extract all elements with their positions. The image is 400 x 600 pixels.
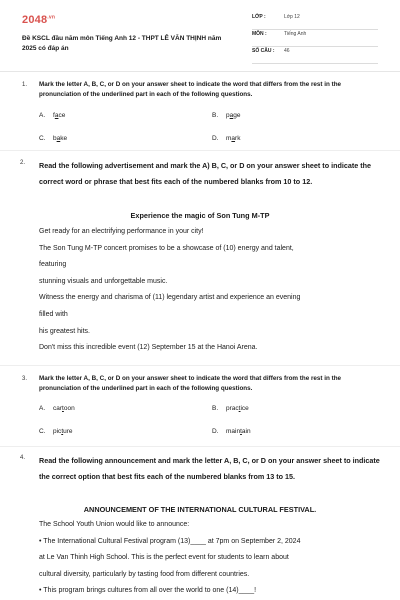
text-line: Witness the energy and charisma of (11) legendary artist and experience an evening bbox=[39, 294, 301, 302]
text-line: The Son Tung M-TP concert promises to be a showcase of (10) energy and talent, bbox=[39, 244, 294, 252]
logo-text: 2048 bbox=[22, 14, 48, 26]
text-line: cultural diversity, particularly by tasting food from different countries. bbox=[39, 570, 250, 578]
announcement-heading: ANNOUNCEMENT OF THE INTERNATIONAL CULTURAL FESTIVAL. bbox=[83, 505, 317, 514]
class-value: Lớp 12 bbox=[284, 14, 300, 20]
count-value: 46 bbox=[284, 48, 290, 54]
advertisement-heading: Experience the magic of Son Tung M-TP bbox=[130, 211, 270, 220]
option-b[interactable]: B. practice bbox=[212, 405, 249, 412]
class-row bbox=[252, 14, 378, 30]
text-line: filled with bbox=[39, 310, 68, 318]
subject-label: MÔN : bbox=[252, 31, 267, 37]
text-line: his greatest hits. bbox=[39, 327, 90, 335]
text-line: The School Youth Union would like to announce: bbox=[39, 521, 190, 528]
question-instruction: Read the following announcement and mark the letter A, B, C, or D on your answer sheet to indicate the correct option that best fits each of the numbered blanks from 13 to 15. bbox=[39, 456, 380, 481]
underlined-part: t bbox=[240, 428, 242, 435]
text-line: at Le Van Thinh High School. This is the perfect event for students to learn about bbox=[39, 554, 289, 562]
text-line: • The International Cultural Festival program (13)____ at 7pm on September 2, 2024 bbox=[39, 537, 301, 545]
question-number: 4. bbox=[20, 455, 26, 461]
header-divider bbox=[0, 71, 400, 72]
underlined-part: t bbox=[61, 428, 64, 435]
logo-suffix: .vn bbox=[47, 14, 56, 21]
option-c[interactable]: C. picture bbox=[39, 428, 73, 435]
underlined-part: t bbox=[238, 405, 241, 412]
underlined-part: a bbox=[229, 112, 234, 119]
option-b[interactable]: B. page bbox=[212, 112, 241, 119]
question-instruction: Read the following advertisement and mark the A) B, C, or D on your answer sheet to indicate the correct word or phrase that best fits each of the numbered blanks from 10 to 12. bbox=[39, 161, 372, 186]
option-a[interactable]: A. face bbox=[39, 112, 66, 119]
exam-meta bbox=[252, 14, 378, 65]
advertisement-text bbox=[39, 224, 384, 357]
question-separator bbox=[0, 150, 400, 151]
question-number: 2. bbox=[20, 160, 26, 166]
option-a[interactable]: A. cartoon bbox=[39, 405, 75, 412]
question-instruction: Mark the letter A, B, C, or D on your answer sheet to indicate the word that differs from the rest in the pronunciation of the underlined part in each of the following questions. bbox=[39, 81, 342, 98]
option-d[interactable]: D. maintain bbox=[212, 428, 251, 435]
exam-title: Đề KSCL đầu năm môn Tiếng Anh 12 - THPT LÊ VĂN THỊNH năm 2025 có đáp án bbox=[22, 35, 222, 52]
question-number: 3. bbox=[22, 376, 28, 382]
underlined-part: a bbox=[56, 135, 61, 142]
text-line: • This program brings cultures from all over the world to one (14)____! bbox=[39, 587, 257, 595]
text-line: stunning visuals and unforgettable music. bbox=[39, 277, 168, 285]
count-row bbox=[252, 48, 378, 64]
option-c[interactable]: C. bake bbox=[39, 135, 68, 142]
underlined-part: a bbox=[54, 112, 59, 119]
text-line: featuring bbox=[39, 261, 67, 269]
announcement-text bbox=[39, 517, 384, 600]
count-label: SỐ CÂU : bbox=[252, 48, 275, 54]
question-separator bbox=[0, 446, 400, 447]
underlined-part: a bbox=[231, 135, 236, 142]
subject-row bbox=[252, 31, 378, 47]
underlined-part: t bbox=[62, 405, 64, 412]
question-separator bbox=[0, 365, 400, 366]
text-line: Don't miss this incredible event (12) September 15 at the Hanoi Arena. bbox=[39, 344, 258, 352]
option-d[interactable]: D. mark bbox=[212, 135, 241, 142]
page-header bbox=[0, 0, 400, 70]
subject-value: Tiếng Anh bbox=[284, 31, 307, 37]
text-line: Get ready for an electrifying performance in your city! bbox=[39, 228, 204, 235]
question-instruction: Mark the letter A, B, C, or D on your answer sheet to indicate the word that differs from the rest in the pronunciation of the underlined part in each of the following questions. bbox=[39, 375, 342, 392]
class-label: LỚP : bbox=[252, 14, 266, 20]
question-number: 1. bbox=[22, 82, 28, 88]
site-logo[interactable] bbox=[22, 14, 55, 26]
